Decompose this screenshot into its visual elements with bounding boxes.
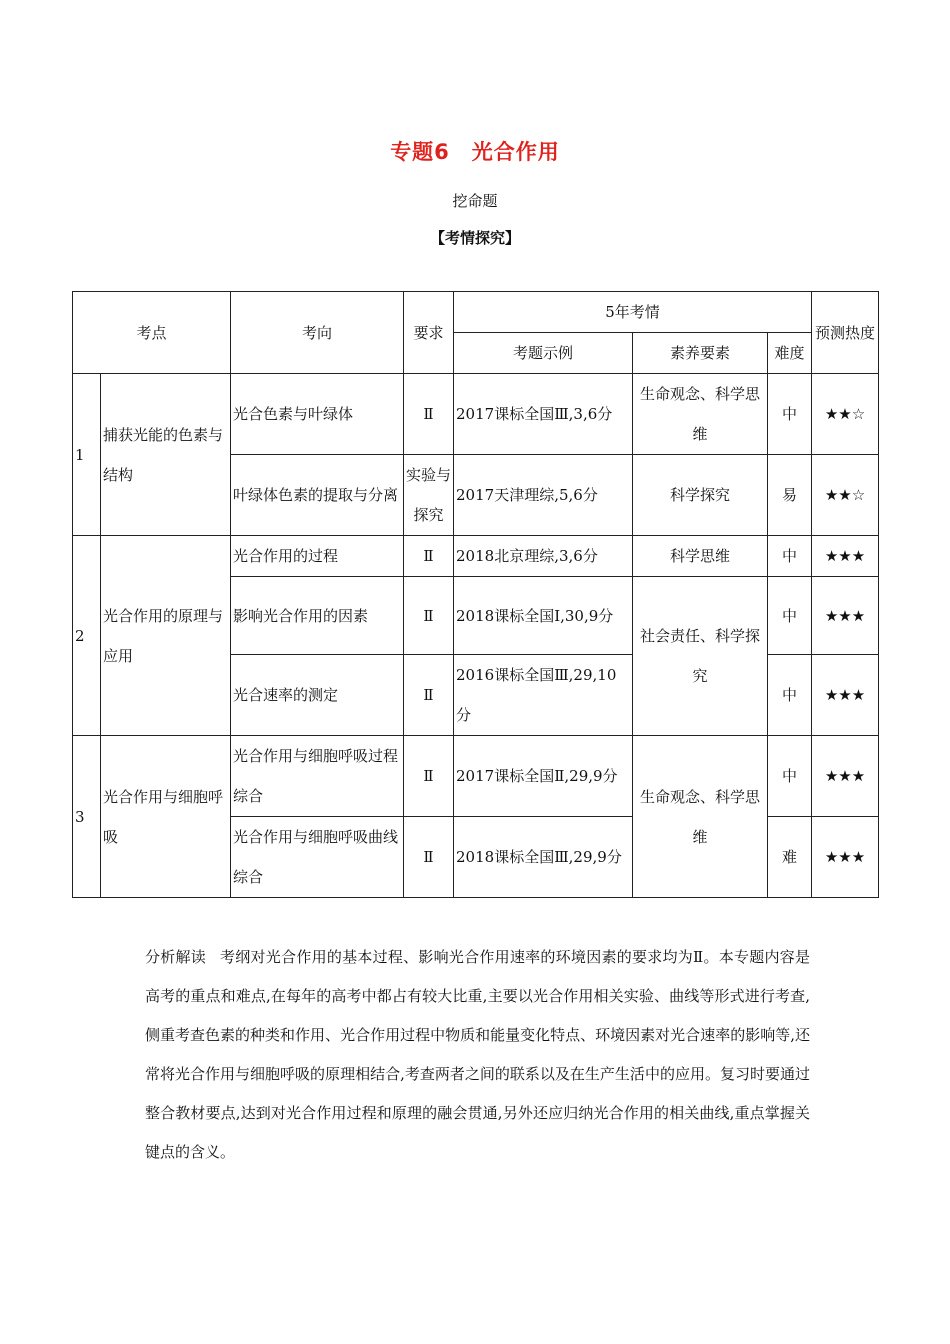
- requirement-cell: Ⅱ: [404, 577, 454, 655]
- group-index: 1: [73, 374, 101, 536]
- section-heading: 【考情探究】: [429, 229, 520, 247]
- example-cell: 2017天津理综,5,6分: [454, 455, 633, 536]
- requirement-cell: Ⅱ: [404, 536, 454, 577]
- exam-analysis-table: [72, 291, 879, 898]
- example-cell: 2018北京理综,3,6分: [454, 536, 633, 577]
- analysis-text: 考纲对光合作用的基本过程、影响光合作用速率的环境因素的要求均为Ⅱ。本专题内容是高考的重点和难点,在每年的高考中都占有较大比重,主要以光合作用相关实验、曲线等形式进行考查,侧重考查色素的种类和作用、光合作用过程中物质和能量变化特点、环境因素对光合速率的影响等,还常将光合作用与细胞呼吸的原理相结合,考查两者之间的联系以及在生产生活中的应用。复习时要通过整合教材要点,达到对光合作用过程和原理的融会贯通,另外还应归纳光合作用的相关曲线,重点掌握关键点的含义。: [145, 948, 810, 1161]
- subtitle: 挖命题: [452, 192, 498, 210]
- header-requirement: 要求: [404, 292, 454, 374]
- direction-cell: 光合色素与叶绿体: [231, 374, 404, 455]
- example-cell: 2018课标全国Ⅲ,29,9分: [454, 817, 633, 898]
- example-cell: 2018课标全国Ⅰ,30,9分: [454, 577, 633, 655]
- header-literacy: 素养要素: [633, 333, 768, 374]
- requirement-cell: Ⅱ: [404, 817, 454, 898]
- group-index: 2: [73, 536, 101, 736]
- difficulty-cell: 中: [768, 374, 812, 455]
- header-forecast: 预测热度: [812, 292, 879, 374]
- rating-stars: ★★★: [812, 536, 879, 577]
- requirement-cell: 实验与探究: [404, 455, 454, 536]
- group-name: 光合作用的原理与应用: [101, 536, 231, 736]
- group-name: 光合作用与细胞呼吸: [101, 736, 231, 898]
- literacy-cell: 生命观念、科学思维: [633, 374, 768, 455]
- example-cell: 2016课标全国Ⅲ,29,10分: [454, 655, 633, 736]
- group-index: 3: [73, 736, 101, 898]
- requirement-cell: Ⅱ: [404, 655, 454, 736]
- header-direction: 考向: [231, 292, 404, 374]
- literacy-cell: 科学思维: [633, 536, 768, 577]
- analysis-label: 分析解读: [145, 948, 207, 966]
- rating-stars: ★★☆: [812, 455, 879, 536]
- analysis-paragraph: [145, 938, 810, 1172]
- rating-stars: ★★★: [812, 655, 879, 736]
- difficulty-cell: 中: [768, 577, 812, 655]
- direction-cell: 影响光合作用的因素: [231, 577, 404, 655]
- header-example: 考题示例: [454, 333, 633, 374]
- literacy-cell: 科学探究: [633, 455, 768, 536]
- direction-cell: 光合作用与细胞呼吸曲线综合: [231, 817, 404, 898]
- direction-cell: 光合作用与细胞呼吸过程综合: [231, 736, 404, 817]
- difficulty-cell: 中: [768, 655, 812, 736]
- difficulty-cell: 难: [768, 817, 812, 898]
- rating-stars: ★★★: [812, 817, 879, 898]
- literacy-cell: 社会责任、科学探究: [633, 577, 768, 736]
- header-point: 考点: [73, 292, 231, 374]
- rating-stars: ★★☆: [812, 374, 879, 455]
- header-five-year: 5年考情: [454, 292, 812, 333]
- example-cell: 2017课标全国Ⅲ,3,6分: [454, 374, 633, 455]
- direction-cell: 光合作用的过程: [231, 536, 404, 577]
- page-title: 专题6 光合作用: [390, 140, 560, 164]
- difficulty-cell: 中: [768, 736, 812, 817]
- direction-cell: 光合速率的测定: [231, 655, 404, 736]
- literacy-cell: 生命观念、科学思维: [633, 736, 768, 898]
- example-cell: 2017课标全国Ⅱ,29,9分: [454, 736, 633, 817]
- difficulty-cell: 中: [768, 536, 812, 577]
- rating-stars: ★★★: [812, 736, 879, 817]
- difficulty-cell: 易: [768, 455, 812, 536]
- header-difficulty: 难度: [768, 333, 812, 374]
- requirement-cell: Ⅱ: [404, 736, 454, 817]
- requirement-cell: Ⅱ: [404, 374, 454, 455]
- rating-stars: ★★★: [812, 577, 879, 655]
- group-name: 捕获光能的色素与结构: [101, 374, 231, 536]
- direction-cell: 叶绿体色素的提取与分离: [231, 455, 404, 536]
